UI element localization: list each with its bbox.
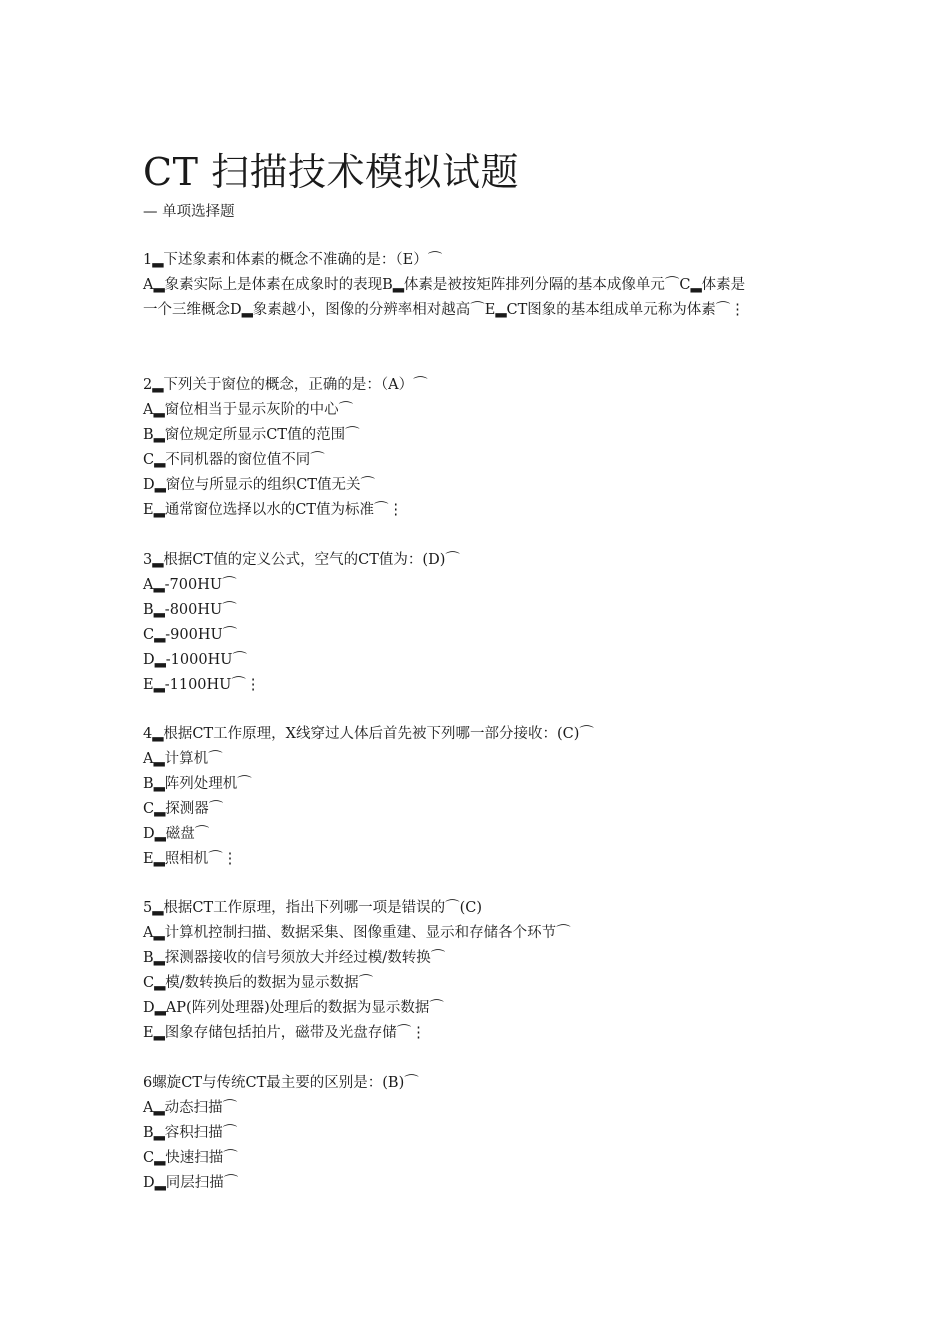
question-3-option-e: E▂-1100HU⌒⋮ bbox=[143, 677, 261, 693]
question-5-option-b: B▂探测器接收的信号须放大并经过模/数转换⌒ bbox=[143, 950, 446, 966]
question-3-option-b: B▂-800HU⌒ bbox=[143, 602, 237, 618]
question-6-option-d: D▂同层扫描⌒ bbox=[143, 1175, 239, 1191]
question-4-option-e: E▂照相机⌒⋮ bbox=[143, 851, 238, 867]
question-5-option-e: E▂图象存储包括拍片，磁带及光盘存储⌒⋮ bbox=[143, 1025, 426, 1041]
question-5-stem: 5▂根据CT工作原理，指出下列哪一项是错误的⌒(C) bbox=[143, 900, 483, 916]
question-2-option-b: B▂窗位规定所显示CT值的范围⌒ bbox=[143, 427, 360, 443]
question-4-option-a: A▂计算机⌒ bbox=[143, 751, 223, 767]
question-3-option-c: C▂-900HU⌒ bbox=[143, 627, 238, 643]
question-5-option-a: A▂计算机控制扫描、数据采集、图像重建、显示和存储各个环节⌒ bbox=[143, 925, 571, 941]
section-heading: — 单项选择题 bbox=[143, 204, 235, 220]
question-4-option-c: C▂探测器⌒ bbox=[143, 801, 224, 817]
question-1-stem: 1▂下述象素和体素的概念不准确的是：（E）⌒ bbox=[143, 252, 443, 268]
question-3-stem: 3▂根据CT值的定义公式，空气的CT值为：(D)⌒ bbox=[143, 552, 460, 568]
page-title: CT 扫描技术模拟试题 bbox=[143, 150, 520, 194]
question-2-option-a: A▂窗位相当于显示灰阶的中心⌒ bbox=[143, 402, 354, 418]
question-2-stem: 2▂下列关于窗位的概念，正确的是：（A）⌒ bbox=[143, 377, 428, 393]
question-2-option-c: C▂不同机器的窗位值不同⌒ bbox=[143, 452, 325, 468]
question-4-option-b: B▂阵列处理机⌒ bbox=[143, 776, 252, 792]
question-1-options-line-1: A▂象素实际上是体素在成象时的表现B▂体素是被按矩阵排列分隔的基本成像单元⌒C▂体素是 bbox=[143, 277, 746, 293]
question-3-option-d: D▂-1000HU⌒ bbox=[143, 652, 247, 668]
question-5-option-c: C▂模/数转换后的数据为显示数据⌒ bbox=[143, 975, 374, 991]
question-2-option-e: E▂通常窗位选择以水的CT值为标准⌒⋮ bbox=[143, 502, 404, 518]
question-4-option-d: D▂磁盘⌒ bbox=[143, 826, 210, 842]
question-6-option-c: C▂快速扫描⌒ bbox=[143, 1150, 238, 1166]
question-5-option-d: D▂AP(阵列处理器)处理后的数据为显示数据⌒ bbox=[143, 1000, 444, 1016]
question-2-option-d: D▂窗位与所显示的组织CT值无关⌒ bbox=[143, 477, 376, 493]
question-3-option-a: A▂-700HU⌒ bbox=[143, 577, 237, 593]
question-4-stem: 4▂根据CT工作原理，X线穿过人体后首先被下列哪一部分接收：(C)⌒ bbox=[143, 726, 594, 742]
question-1-options-line-2: 一个三维概念D▂象素越小，图像的分辨率相对越高⌒E▂CT图象的基本组成单元称为体素⌒⋮ bbox=[143, 302, 745, 318]
question-6-stem: 6螺旋CT与传统CT最主要的区别是：(B)⌒ bbox=[143, 1075, 419, 1091]
question-6-option-a: A▂动态扫描⌒ bbox=[143, 1100, 238, 1116]
question-6-option-b: B▂容积扫描⌒ bbox=[143, 1125, 238, 1141]
